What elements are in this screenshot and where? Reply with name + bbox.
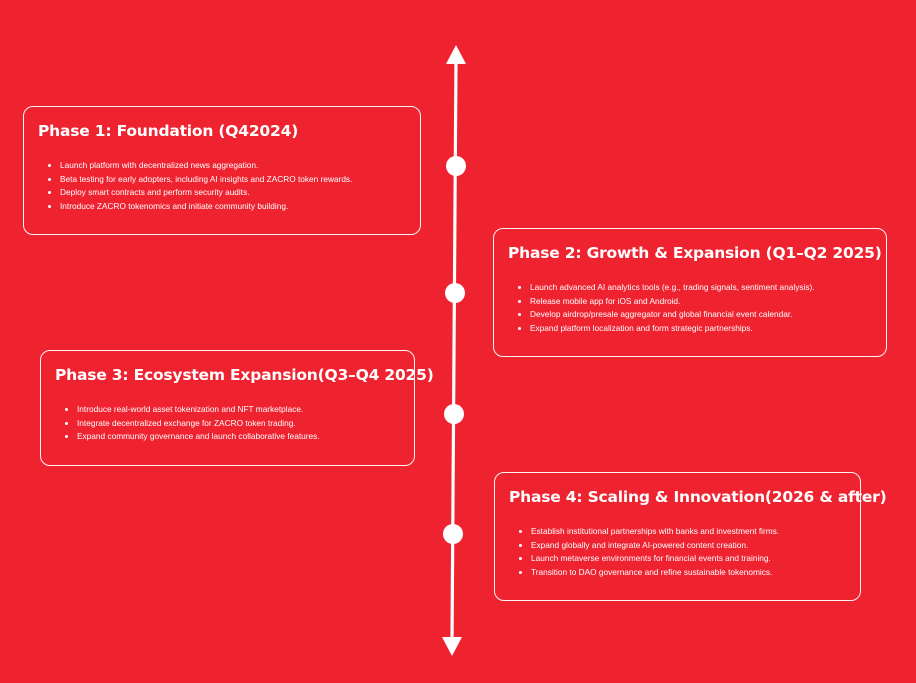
phase-4-list: [509, 525, 846, 579]
list-item: Transition to DAO governance and refine sustainable tokenomics.: [531, 566, 846, 580]
phase-1-title: Phase 1: Foundation (Q42024): [38, 122, 299, 140]
list-item: Deploy smart contracts and perform security audits.: [60, 186, 406, 200]
phase-3-card: [40, 350, 434, 466]
milestone-dot-phase-4: [443, 524, 463, 544]
milestone-dot-phase-2: [445, 283, 465, 303]
arrow-down-icon: [442, 637, 462, 656]
list-item: Release mobile app for iOS and Android.: [530, 295, 872, 309]
timeline-axis: [452, 60, 456, 642]
phase-2-list: [508, 281, 872, 335]
list-item: Introduce ZACRO tokenomics and initiate community building.: [60, 200, 406, 214]
list-item: Launch metaverse environments for financial events and training.: [531, 552, 846, 566]
milestone-dot-phase-3: [444, 404, 464, 424]
list-item: Beta testing for early adopters, including AI insights and ZACRO token rewards.: [60, 173, 406, 187]
list-item: Launch advanced AI analytics tools (e.g., trading signals, sentiment analysis).: [530, 281, 872, 295]
milestone-dot-phase-1: [446, 156, 466, 176]
phase-2-title: Phase 2: Growth & Expansion (Q1–Q2 2025): [508, 244, 882, 262]
phase-1-card: [23, 106, 421, 235]
list-item: Establish institutional partnerships with banks and investment firms.: [531, 525, 846, 539]
list-item: Introduce real-world asset tokenization and NFT marketplace.: [77, 403, 400, 417]
list-item: Expand platform localization and form strategic partnerships.: [530, 322, 872, 336]
list-item: Integrate decentralized exchange for ZACRO token trading.: [77, 417, 400, 431]
arrow-up-icon: [446, 45, 466, 64]
phase-3-title: Phase 3: Ecosystem Expansion(Q3–Q4 2025): [55, 366, 434, 384]
phase-3-list: [55, 403, 400, 444]
phase-2-card: [493, 228, 887, 357]
list-item: Develop airdrop/presale aggregator and global financial event calendar.: [530, 308, 872, 322]
phase-4-title: Phase 4: Scaling & Innovation(2026 & after): [509, 488, 887, 506]
list-item: Launch platform with decentralized news aggregation.: [60, 159, 406, 173]
list-item: Expand globally and integrate AI-powered content creation.: [531, 539, 846, 553]
phase-4-card: [494, 472, 887, 601]
list-item: Expand community governance and launch collaborative features.: [77, 430, 400, 444]
phase-1-list: [38, 159, 406, 213]
